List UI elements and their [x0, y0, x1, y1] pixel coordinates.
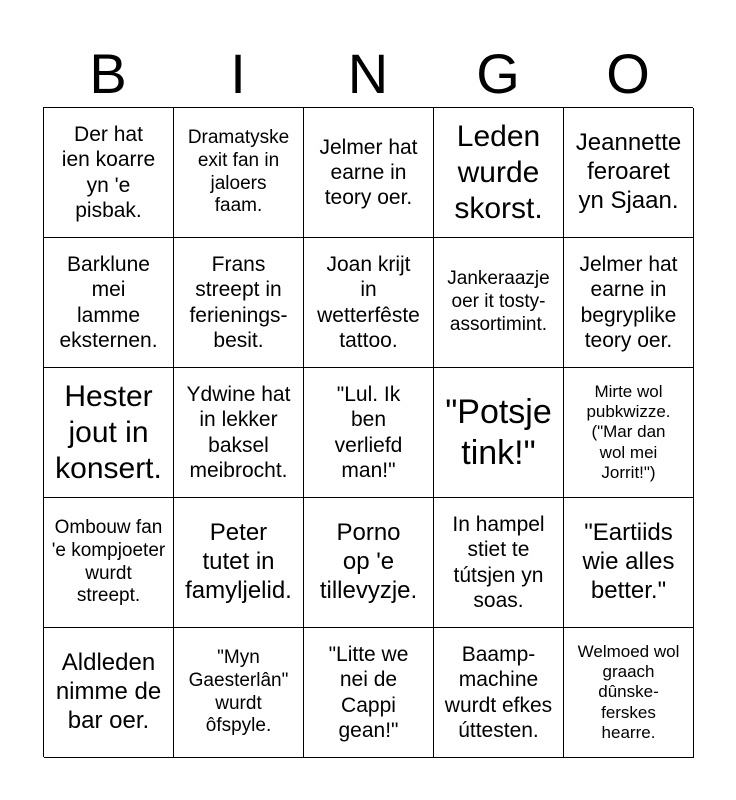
bingo-cell[interactable] — [564, 108, 694, 238]
bingo-cell[interactable] — [44, 628, 174, 758]
cell-text: Peter tutet in famyljelid. — [185, 519, 292, 604]
bingo-cell[interactable] — [44, 498, 174, 628]
cell-text: "Potsje tink!" — [445, 392, 552, 472]
bingo-grid — [43, 107, 693, 757]
cell-text: "Lul. Ik ben verliefd man!" — [334, 383, 403, 482]
bingo-cell[interactable] — [44, 368, 174, 498]
bingo-cell[interactable] — [174, 108, 304, 238]
bingo-cell[interactable] — [44, 238, 174, 368]
cell-text: Porno op 'e tillevyzje. — [319, 519, 418, 604]
cell-text: "Eartiids wie alles better." — [582, 519, 675, 604]
bingo-cell[interactable] — [174, 498, 304, 628]
cell-text: "Litte we nei de Cappi gean!" — [328, 643, 409, 742]
bingo-header — [43, 42, 693, 106]
bingo-cell[interactable] — [174, 368, 304, 498]
cell-text: "Myn Gaesterlân" wurdt ôfspyle. — [188, 646, 289, 737]
bingo-cell[interactable] — [304, 628, 434, 758]
header-letter-b: B — [89, 42, 127, 105]
cell-text: Jelmer hat earne in teory oer. — [319, 135, 418, 210]
cell-text: Leden wurde skorst. — [454, 119, 543, 225]
bingo-cell[interactable] — [304, 238, 434, 368]
cell-text: In hampel stiet te tútsjen yn soas. — [452, 513, 545, 612]
cell-text: Jeannette feroaret yn Sjaan. — [575, 129, 682, 214]
cell-text: Baamp- machine wurdt efkes úttesten. — [444, 643, 553, 742]
bingo-cell[interactable] — [304, 498, 434, 628]
bingo-cell[interactable] — [564, 498, 694, 628]
bingo-cell[interactable] — [434, 238, 564, 368]
cell-text: Frans streept in ferienings- besit. — [189, 253, 288, 352]
cell-text: Ydwine hat in lekker baksel meibrocht. — [186, 383, 291, 482]
cell-text: Jelmer hat earne in begryplike teory oer. — [579, 253, 678, 352]
cell-text: Mirte wol pubkwizze. ("Mar dan wol mei Jorrit!") — [586, 381, 671, 483]
cell-text: Hester jout in konsert. — [55, 379, 162, 485]
cell-text: Ombouw fan 'e kompjoeter wurdt streept. — [51, 516, 166, 607]
bingo-cell[interactable] — [564, 628, 694, 758]
bingo-cell[interactable] — [304, 108, 434, 238]
bingo-cell[interactable] — [174, 628, 304, 758]
bingo-cell[interactable] — [304, 368, 434, 498]
bingo-cell[interactable] — [434, 498, 564, 628]
cell-text: Der hat ien koarre yn 'e pisbak. — [61, 123, 156, 222]
header-letter-o: O — [606, 42, 650, 105]
header-letter-i: I — [230, 42, 246, 105]
bingo-cell[interactable] — [44, 108, 174, 238]
cell-text: Dramatyske exit fan in jaloers faam. — [187, 126, 290, 217]
cell-text: Barklune mei lamme eksternen. — [59, 253, 158, 352]
cell-text: Aldleden nimme de bar oer. — [55, 649, 162, 734]
cell-text: Welmoed wol graach dûnske- ferskes hearre. — [577, 641, 680, 743]
header-letter-n: N — [347, 42, 389, 105]
bingo-cell[interactable] — [174, 238, 304, 368]
header-letter-g: G — [476, 42, 520, 105]
cell-text: Jankeraazje oer it tosty- assortimint. — [447, 268, 550, 335]
cell-text: Joan krijt in wetterfêste tattoo. — [317, 253, 420, 352]
bingo-cell[interactable] — [564, 368, 694, 498]
bingo-cell[interactable] — [564, 238, 694, 368]
bingo-cell[interactable] — [434, 108, 564, 238]
bingo-cell[interactable] — [434, 628, 564, 758]
bingo-cell[interactable] — [434, 368, 564, 498]
